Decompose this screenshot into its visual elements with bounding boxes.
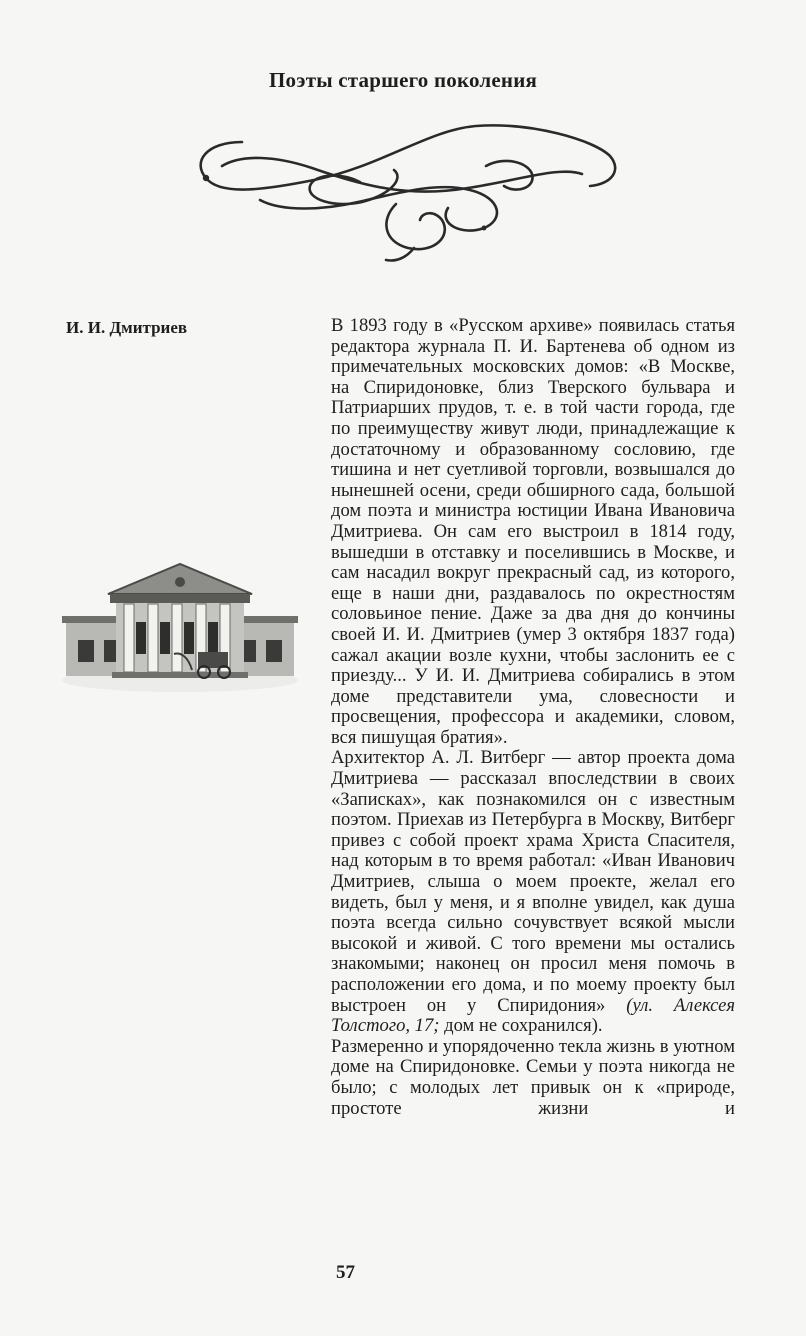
paragraph-2 (331, 748, 735, 1036)
person-name: И. И. Дмитриев (66, 318, 188, 337)
paragraph-2-text: Архитектор А. Л. Витберг — автор проекта дома Дмитриева — рассказал впоследствии в своих «Записках», как познакомился он с известным поэтом. Приехав из Петербурга в Москву, Витберг привез с собой проект храма Христа Спасителя, над которым в то время работал: «Иван Иванович Дмитриев, слыша о моем проекте, желал его видеть, был у меня, и я вполне увидел, как душа поэта всегда сильно сочувствует всякой мысли высокой и живой. С того времени мы остались знакомыми; наконец он просил меня помочь в расположении его дома, и по моему проекту был выстроен он у Спиридония» (331, 747, 735, 1016)
paragraph-2-tail: дом не сохранился). (444, 1015, 603, 1037)
address-reference: (ул. Алексея Толстого, 17; (331, 994, 735, 1037)
page-title: Поэты старшего поколения (268, 68, 538, 92)
classical-house-illustration-icon (60, 560, 300, 692)
article-text (331, 316, 735, 1119)
paragraph-1: В 1893 году в «Русском архиве» появилась статья редактора журнала П. И. Бартенева об одном из примечательных московских домов: «В Москве, на Спиридоновке, близ Тверского бульвара и Патриарших прудов, т. е. в той части города, где по преимуществу живут люди, принадлежащие к достаточному и образованному сословию, где тишина и нет суетливой торговли, возвышался до нынешней осени, среди обширного сада, большой дом поэта и министра юстиции Ивана Ивановича Дмитриева. Он сам его выстроил в 1814 году, вышедши в отставку и поселившись в Москве, и сам насадил вокруг прекрасный сад, из которого, еще в наши дни, раздавалось по окрестностям соловьиное пение. Даже за два дня до кончины своей И. И. Дмитриев (умер 3 октября 1837 года) сажал акации возле кухни, чтобы заслонить ее с приезду... У И. И. Дмитриева собирались в этом доме представители ума, словесности и просвещения, профессора и академики, словом, вся пишущая братия». (331, 315, 735, 748)
paragraph-3: Размеренно и упорядоченно текла жизнь в уютном доме на Спиридоновке. Семьи у поэта никогда не было; с молодых лет привык он к «природе, простоте жизни и (331, 1035, 735, 1119)
flourish-ornament-icon (186, 116, 622, 264)
page-number: 57 (336, 1262, 355, 1283)
